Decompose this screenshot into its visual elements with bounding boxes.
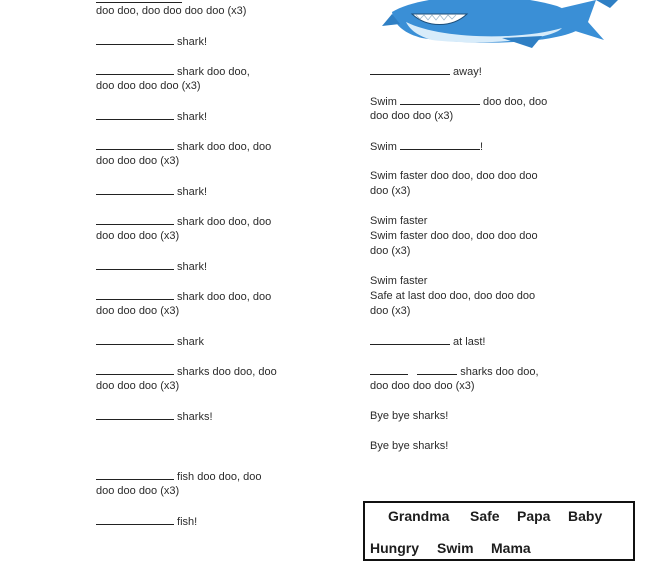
lyric-line: Swim faster	[370, 215, 428, 227]
lyric-line: shark!	[96, 34, 207, 50]
fill-in-blank[interactable]	[96, 0, 182, 3]
lyric-line: doo doo doo (x3)	[96, 485, 180, 497]
lyric-line: Swim !	[370, 141, 484, 153]
lyric-line: doo doo doo doo (x3)	[370, 380, 475, 392]
fill-in-blank[interactable]	[96, 289, 174, 300]
lyric-line: Swim faster	[370, 275, 428, 287]
lyric-line: shark	[96, 334, 204, 350]
lyric-line: doo doo doo (x3)	[370, 110, 454, 122]
fill-in-blank[interactable]	[96, 184, 174, 195]
lyric-line: doo doo doo (x3)	[96, 305, 180, 317]
fill-in-blank[interactable]	[400, 94, 480, 105]
lyric-line: shark!	[96, 259, 207, 275]
lyric-line: doo doo, doo doo doo doo (x3)	[96, 5, 247, 17]
lyric-line: doo doo doo (x3)	[96, 380, 180, 392]
fill-in-blank[interactable]	[400, 139, 480, 150]
fill-in-blank[interactable]	[96, 64, 174, 75]
lyric-line: sharks doo doo, doo	[96, 364, 277, 380]
lyric-line: shark doo doo, doo	[96, 214, 271, 230]
word-bank-word: Swim	[437, 540, 474, 556]
lyric-line: Swim doo doo, doo	[370, 96, 548, 108]
lyric-line: fish!	[96, 514, 197, 530]
fill-in-blank[interactable]	[96, 34, 174, 45]
fill-in-blank[interactable]	[96, 469, 174, 480]
word-bank-word: Hungry	[370, 540, 419, 556]
lyric-line: Safe at last doo doo, doo doo doo	[370, 290, 536, 302]
lyric-line: doo (x3)	[370, 185, 411, 197]
word-bank-word: Papa	[517, 508, 551, 524]
lyric-line: doo (x3)	[370, 245, 411, 257]
lyric-line: Swim faster doo doo, doo doo doo	[370, 230, 538, 242]
fill-in-blank[interactable]	[370, 64, 450, 75]
lyric-line: at last!	[370, 334, 485, 350]
word-bank-box	[363, 501, 635, 561]
fill-in-blank[interactable]	[96, 364, 174, 375]
word-bank-word: Safe	[470, 508, 500, 524]
lyric-line: shark doo doo, doo	[96, 139, 271, 155]
fill-in-blank[interactable]	[417, 364, 457, 375]
word-bank-word: Mama	[491, 540, 531, 556]
fill-in-blank[interactable]	[370, 334, 450, 345]
word-bank-word: Grandma	[388, 508, 450, 524]
fill-in-blank[interactable]	[96, 109, 174, 120]
fill-in-blank[interactable]	[96, 514, 174, 525]
lyric-line: doo (x3)	[370, 305, 411, 317]
lyric-line: shark!	[96, 184, 207, 200]
lyric-line: doo doo doo doo (x3)	[96, 80, 201, 92]
lyric-line: doo doo doo (x3)	[96, 230, 180, 242]
fill-in-blank[interactable]	[96, 409, 174, 420]
lyric-line: shark!	[96, 109, 207, 125]
lyric-line: Bye bye sharks!	[370, 410, 449, 422]
fill-in-blank[interactable]	[96, 139, 174, 150]
lyric-line: sharks!	[96, 409, 213, 425]
lyric-line: doo doo doo (x3)	[96, 155, 180, 167]
lyric-line: Bye bye sharks!	[370, 440, 449, 452]
lyric-line: sharks doo doo,	[370, 364, 539, 380]
lyric-line: fish doo doo, doo	[96, 469, 261, 485]
lyric-line: Swim faster doo doo, doo doo doo	[370, 170, 538, 182]
cartoon-shark-icon	[382, 0, 622, 48]
fill-in-blank[interactable]	[96, 214, 174, 225]
lyric-line: shark doo doo, doo	[96, 289, 271, 305]
word-bank-word: Baby	[568, 508, 603, 524]
fill-in-blank[interactable]	[370, 364, 408, 375]
lyric-line: shark doo doo,	[96, 64, 250, 80]
lyric-line: away!	[370, 64, 482, 80]
fill-in-blank[interactable]	[96, 259, 174, 270]
fill-in-blank[interactable]	[96, 334, 174, 345]
